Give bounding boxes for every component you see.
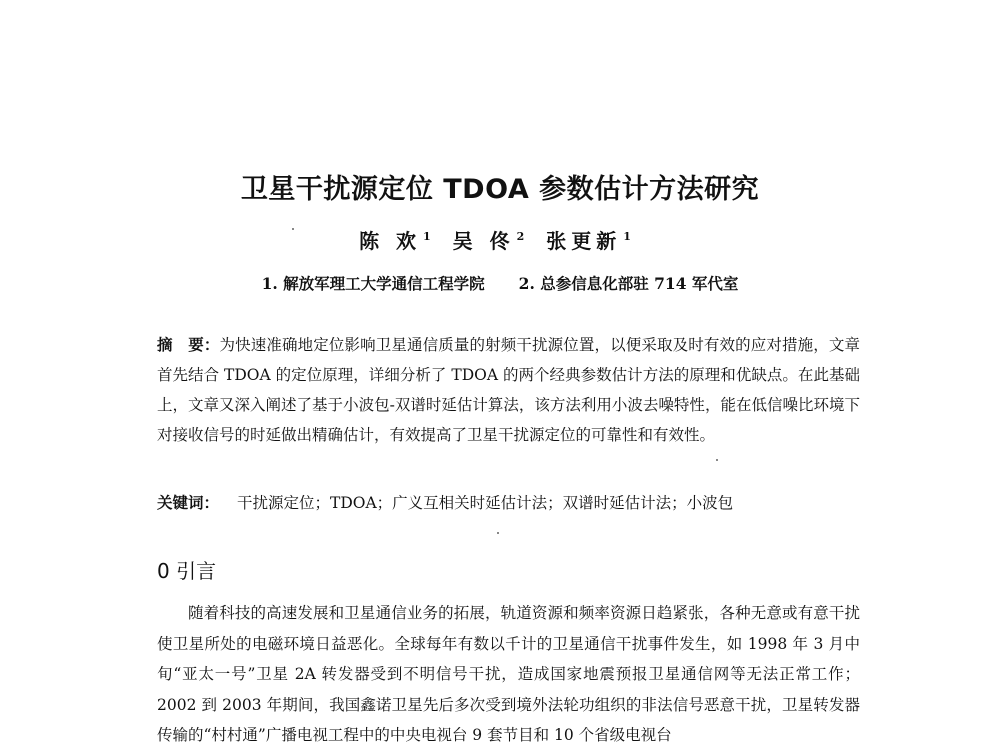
scan-speck	[716, 459, 718, 461]
keywords-label: 关键词：	[157, 493, 220, 512]
abstract-label: 摘 要：	[157, 335, 220, 354]
author-list	[0, 225, 1000, 254]
abstract	[157, 330, 860, 450]
author-name: 张更新	[546, 229, 622, 253]
author-affiliation-mark: 1	[423, 230, 431, 244]
keywords-text: 干扰源定位；TDOA；广义互相关时延估计法；双谱时延估计法；小波包	[237, 494, 734, 512]
affiliation-2: 2. 总参信息化部驻 714 军代室	[518, 274, 739, 293]
section-paragraph: 随着科技的高速发展和卫星通信业务的拓展，轨道资源和频率资源日趋紧张，各种无意或有意干扰使卫星所处的电磁环境日益恶化。全球每年有数以千计的卫星通信干扰事件发生，如 1998 年 3 月中旬“亚太一号”卫星 2A 转发器受到不明信号干扰，造成国家地震预报卫星通信网等无法正常工作；2002 到 2003 年期间，我国鑫诺卫星先后多次受到境外法轮功组织的非法信号恶意干扰，卫星转发器传输的“村村通”广播电视工程中的中央电视台 9 套节目和 10 个省级电视台	[157, 604, 860, 744]
affiliation-1: 1. 解放军理工大学通信工程学院	[261, 274, 485, 293]
author-affiliation-mark: 1	[623, 230, 631, 244]
scan-speck	[292, 228, 294, 230]
author-affiliation-mark: 2	[516, 230, 525, 244]
affiliation-list	[0, 272, 1000, 294]
scan-speck	[497, 532, 499, 534]
keywords	[157, 491, 860, 515]
section-heading: 0 引言	[157, 559, 217, 583]
paper-title: 卫星干扰源定位 TDOA 参数估计方法研究	[240, 174, 760, 205]
author-name: 吴 佟	[452, 229, 515, 253]
author-name: 陈 欢	[359, 229, 422, 253]
abstract-text: 为快速准确地定位影响卫星通信质量的射频干扰源位置，以便采取及时有效的应对措施，文章首先结合 TDOA 的定位原理，详细分析了 TDOA 的两个经典参数估计方法的原理和优缺点。在此基础上，文章又深入阐述了基于小波包-双谱时延估计算法，该方法利用小波去噪特性，能在低信噪比环境下对接收信号的时延做出精确估计，有效提高了卫星干扰源定位的可靠性和有效性。	[157, 336, 860, 444]
